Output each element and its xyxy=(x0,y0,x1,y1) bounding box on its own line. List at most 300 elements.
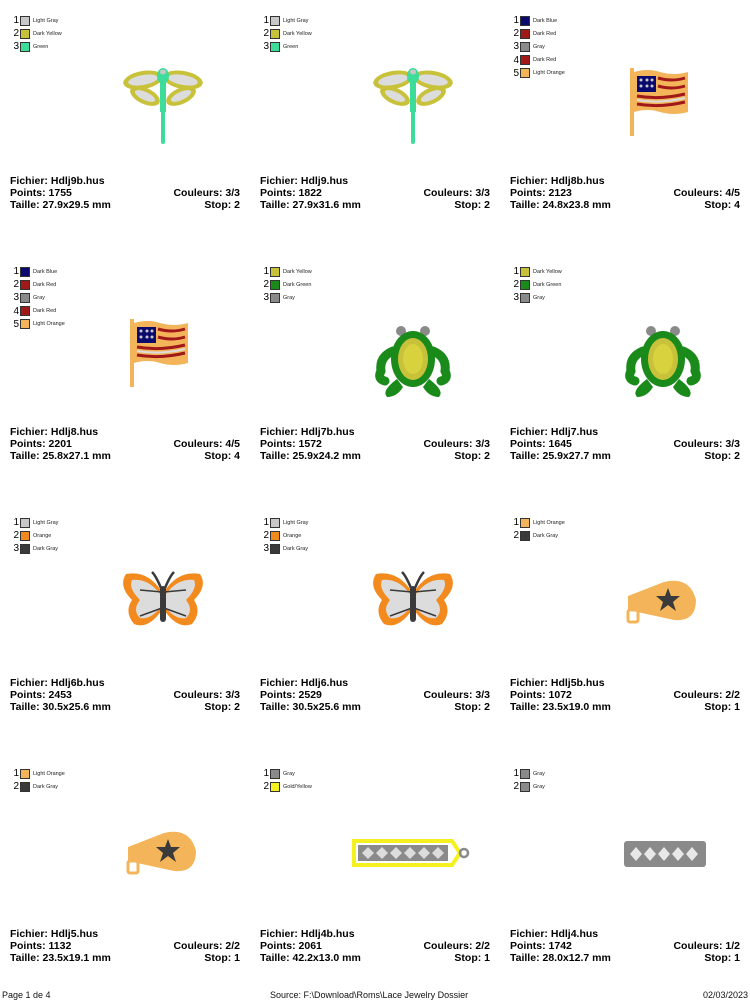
thread-number: 1 xyxy=(13,15,19,27)
stops-label: Stop: xyxy=(204,952,232,964)
thread-row xyxy=(262,265,312,278)
thread-legend xyxy=(262,516,308,556)
thread-row xyxy=(262,542,308,555)
thread-name: Light Orange xyxy=(33,321,65,328)
thread-row xyxy=(262,14,312,27)
butterfly-design-image xyxy=(118,568,208,642)
colors-value: 3/3 xyxy=(475,438,490,450)
stops-label: Stop: xyxy=(704,199,732,211)
size-label: Taille: xyxy=(260,199,290,211)
file-label: Fichier: xyxy=(510,175,548,187)
thread-name: Gray xyxy=(533,770,545,777)
thread-row xyxy=(12,542,58,555)
thread-name: Dark Yellow xyxy=(533,268,562,275)
design-card xyxy=(250,251,500,502)
thread-number: 3 xyxy=(13,292,19,304)
points-value: 2061 xyxy=(298,940,322,952)
points-label: Points: xyxy=(510,438,546,450)
design-card xyxy=(250,502,500,753)
points-value: 1645 xyxy=(548,438,572,450)
thread-name: Dark Green xyxy=(533,281,562,288)
thread-swatch xyxy=(520,42,530,52)
thread-name: Gold/Yellow xyxy=(283,783,312,790)
colors-label: Couleurs: xyxy=(673,187,723,199)
thread-row xyxy=(12,27,62,40)
thread-row xyxy=(12,14,62,27)
thread-name: Gray xyxy=(533,43,545,50)
points-value: 1132 xyxy=(48,940,72,952)
thread-swatch xyxy=(270,544,280,554)
thread-row xyxy=(512,40,565,53)
file-label: Fichier: xyxy=(510,928,548,940)
source-path: Source: F:\Download\Roms\Lace Jewelry Dossier xyxy=(270,990,469,1000)
points-value: 1755 xyxy=(48,187,72,199)
thread-swatch xyxy=(520,29,530,39)
thread-swatch xyxy=(20,319,30,329)
thread-name: Gray xyxy=(533,783,545,790)
design-card xyxy=(250,0,500,251)
thread-number: 1 xyxy=(513,768,519,780)
file-label: Fichier: xyxy=(510,426,548,438)
colors-label: Couleurs: xyxy=(173,187,223,199)
file-name: Hdlj5b.hus xyxy=(550,677,605,689)
points-value: 1822 xyxy=(298,187,322,199)
stops-label: Stop: xyxy=(704,952,732,964)
design-info xyxy=(10,677,240,713)
thread-name: Dark Blue xyxy=(33,268,58,275)
stops-label: Stop: xyxy=(704,701,732,713)
colors-value: 3/3 xyxy=(475,689,490,701)
stops-label: Stop: xyxy=(204,199,232,211)
thread-number: 1 xyxy=(263,517,269,529)
thread-row xyxy=(262,780,312,793)
stops-label: Stop: xyxy=(454,701,482,713)
thread-swatch xyxy=(270,531,280,541)
thread-swatch xyxy=(20,267,30,277)
points-label: Points: xyxy=(510,187,546,199)
thread-name: Light Gray xyxy=(283,519,309,526)
size-value: 25.9x24.2 mm xyxy=(292,450,361,462)
thread-row xyxy=(512,67,565,80)
file-label: Fichier: xyxy=(10,928,48,940)
thread-row xyxy=(512,767,545,780)
thread-row xyxy=(512,529,565,542)
colors-label: Couleurs: xyxy=(173,689,223,701)
thread-name: Light Gray xyxy=(283,17,309,24)
colors-value: 2/2 xyxy=(225,940,240,952)
thread-swatch xyxy=(270,42,280,52)
thread-name: Dark Green xyxy=(283,281,312,288)
frog-design-image xyxy=(625,321,701,401)
colors-value: 3/3 xyxy=(725,438,740,450)
thread-number: 1 xyxy=(513,517,519,529)
thread-name: Gray xyxy=(283,770,295,777)
thread-name: Dark Yellow xyxy=(283,30,312,37)
thread-number: 3 xyxy=(263,543,269,555)
thread-row xyxy=(512,54,565,67)
colors-label: Couleurs: xyxy=(173,940,223,952)
stops-value: 1 xyxy=(734,952,740,964)
bar-gray-design-image xyxy=(622,837,708,871)
file-label: Fichier: xyxy=(260,175,298,187)
colors-label: Couleurs: xyxy=(423,438,473,450)
thread-row xyxy=(12,291,65,304)
thread-swatch xyxy=(20,544,30,554)
design-info xyxy=(260,426,490,462)
flag-design-image xyxy=(628,66,690,138)
thread-swatch xyxy=(20,29,30,39)
colors-value: 2/2 xyxy=(725,689,740,701)
thread-name: Light Gray xyxy=(33,17,59,24)
points-value: 1572 xyxy=(298,438,322,450)
size-value: 23.5x19.1 mm xyxy=(42,952,111,964)
file-name: Hdlj5.hus xyxy=(50,928,99,940)
thread-row xyxy=(262,529,308,542)
size-label: Taille: xyxy=(10,199,40,211)
thread-swatch xyxy=(520,68,530,78)
stops-label: Stop: xyxy=(704,450,732,462)
points-value: 1072 xyxy=(548,689,572,701)
size-value: 25.8x27.1 mm xyxy=(42,450,111,462)
thread-number: 3 xyxy=(513,292,519,304)
size-value: 30.5x25.6 mm xyxy=(292,701,361,713)
colors-label: Couleurs: xyxy=(673,438,723,450)
file-name: Hdlj7.hus xyxy=(550,426,599,438)
thread-row xyxy=(512,516,565,529)
thread-number: 5 xyxy=(13,318,19,330)
thread-number: 3 xyxy=(263,292,269,304)
thread-swatch xyxy=(520,280,530,290)
size-label: Taille: xyxy=(260,701,290,713)
colors-value: 1/2 xyxy=(725,940,740,952)
file-label: Fichier: xyxy=(10,175,48,187)
thread-name: Dark Red xyxy=(533,30,557,37)
points-label: Points: xyxy=(510,940,546,952)
size-label: Taille: xyxy=(260,952,290,964)
colors-label: Couleurs: xyxy=(673,940,723,952)
thread-row xyxy=(12,40,62,53)
thread-number: 3 xyxy=(13,543,19,555)
thread-swatch xyxy=(270,280,280,290)
stops-value: 4 xyxy=(234,450,240,462)
thread-number: 1 xyxy=(13,266,19,278)
size-label: Taille: xyxy=(10,450,40,462)
stops-value: 1 xyxy=(234,952,240,964)
frog-design-image xyxy=(375,321,451,401)
thread-name: Gray xyxy=(533,294,545,301)
size-label: Taille: xyxy=(510,450,540,462)
colors-label: Couleurs: xyxy=(423,940,473,952)
colors-label: Couleurs: xyxy=(673,689,723,701)
size-value: 24.8x23.8 mm xyxy=(542,199,611,211)
stops-value: 2 xyxy=(484,450,490,462)
design-card xyxy=(0,753,250,1004)
thread-name: Dark Gray xyxy=(33,545,59,552)
points-label: Points: xyxy=(10,187,46,199)
file-name: Hdlj6.hus xyxy=(300,677,349,689)
thread-swatch xyxy=(20,769,30,779)
thread-number: 1 xyxy=(513,15,519,27)
design-info xyxy=(260,175,490,211)
file-label: Fichier: xyxy=(260,928,298,940)
thread-name: Dark Yellow xyxy=(283,268,312,275)
colors-label: Couleurs: xyxy=(423,187,473,199)
size-value: 28.0x12.7 mm xyxy=(542,952,611,964)
thread-name: Dark Yellow xyxy=(33,30,62,37)
thread-row xyxy=(512,27,565,40)
thread-name: Orange xyxy=(283,532,302,539)
thread-row xyxy=(512,278,562,291)
thread-swatch xyxy=(270,29,280,39)
thread-number: 3 xyxy=(513,41,519,53)
thread-name: Dark Blue xyxy=(533,17,558,24)
thread-swatch xyxy=(20,42,30,52)
points-value: 2201 xyxy=(48,438,72,450)
thread-row xyxy=(512,265,562,278)
design-card xyxy=(500,753,750,1004)
thread-row xyxy=(512,291,562,304)
thread-swatch xyxy=(20,16,30,26)
thread-swatch xyxy=(520,531,530,541)
thread-row xyxy=(12,265,65,278)
stops-value: 4 xyxy=(734,199,740,211)
file-name: Hdlj4b.hus xyxy=(300,928,355,940)
colors-value: 4/5 xyxy=(225,438,240,450)
thread-legend xyxy=(12,14,62,54)
design-info xyxy=(510,426,740,462)
thread-swatch xyxy=(20,280,30,290)
thread-legend xyxy=(12,516,58,556)
file-label: Fichier: xyxy=(10,426,48,438)
thread-number: 1 xyxy=(513,266,519,278)
thread-legend xyxy=(512,14,565,80)
megaphone-design-image xyxy=(124,825,200,883)
thread-row xyxy=(262,516,308,529)
stops-label: Stop: xyxy=(454,450,482,462)
size-value: 27.9x29.5 mm xyxy=(42,199,111,211)
colors-label: Couleurs: xyxy=(173,438,223,450)
points-label: Points: xyxy=(10,940,46,952)
thread-swatch xyxy=(20,782,30,792)
design-card xyxy=(250,753,500,1004)
size-label: Taille: xyxy=(510,199,540,211)
thread-name: Light Orange xyxy=(533,519,565,526)
thread-row xyxy=(262,291,312,304)
thread-swatch xyxy=(520,16,530,26)
thread-number: 2 xyxy=(263,530,269,542)
points-label: Points: xyxy=(260,689,296,701)
file-label: Fichier: xyxy=(10,677,48,689)
thread-number: 1 xyxy=(263,266,269,278)
thread-name: Dark Red xyxy=(33,308,57,315)
thread-name: Light Gray xyxy=(33,519,59,526)
thread-row xyxy=(262,767,312,780)
thread-number: 2 xyxy=(263,279,269,291)
design-info xyxy=(10,175,240,211)
size-value: 27.9x31.6 mm xyxy=(292,199,361,211)
size-label: Taille: xyxy=(10,701,40,713)
stops-value: 2 xyxy=(234,701,240,713)
thread-row xyxy=(12,318,65,331)
colors-value: 3/3 xyxy=(225,187,240,199)
thread-name: Orange xyxy=(33,532,52,539)
thread-number: 1 xyxy=(13,768,19,780)
size-value: 30.5x25.6 mm xyxy=(42,701,111,713)
thread-number: 2 xyxy=(13,781,19,793)
stops-label: Stop: xyxy=(204,701,232,713)
thread-name: Dark Red xyxy=(33,281,57,288)
thread-swatch xyxy=(20,531,30,541)
thread-name: Light Orange xyxy=(33,770,65,777)
thread-name: Green xyxy=(33,43,49,50)
thread-number: 2 xyxy=(13,279,19,291)
points-label: Points: xyxy=(260,438,296,450)
size-label: Taille: xyxy=(510,952,540,964)
thread-legend xyxy=(262,14,312,54)
flag-design-image xyxy=(128,317,190,389)
file-label: Fichier: xyxy=(260,426,298,438)
size-value: 23.5x19.0 mm xyxy=(542,701,611,713)
thread-swatch xyxy=(520,293,530,303)
thread-swatch xyxy=(520,55,530,65)
thread-legend xyxy=(512,516,565,542)
file-name: Hdlj9b.hus xyxy=(50,175,105,187)
size-label: Taille: xyxy=(260,450,290,462)
colors-value: 3/3 xyxy=(475,187,490,199)
thread-row xyxy=(12,780,65,793)
thread-name: Gray xyxy=(33,294,45,301)
thread-number: 4 xyxy=(513,54,519,66)
thread-number: 2 xyxy=(513,28,519,40)
design-info xyxy=(10,928,240,964)
size-value: 42.2x13.0 mm xyxy=(292,952,361,964)
thread-swatch xyxy=(20,306,30,316)
thread-name: Dark Gray xyxy=(533,532,559,539)
thread-number: 2 xyxy=(513,781,519,793)
thread-number: 1 xyxy=(263,15,269,27)
colors-label: Couleurs: xyxy=(423,689,473,701)
design-info xyxy=(10,426,240,462)
thread-row xyxy=(12,305,65,318)
colors-value: 3/3 xyxy=(225,689,240,701)
thread-number: 2 xyxy=(513,530,519,542)
page-footer xyxy=(0,990,750,1003)
thread-row xyxy=(12,767,65,780)
thread-number: 2 xyxy=(13,28,19,40)
thread-name: Green xyxy=(283,43,299,50)
thread-legend xyxy=(512,767,545,793)
points-label: Points: xyxy=(260,940,296,952)
thread-swatch xyxy=(520,267,530,277)
stops-label: Stop: xyxy=(204,450,232,462)
stops-value: 1 xyxy=(484,952,490,964)
stops-value: 2 xyxy=(484,701,490,713)
thread-swatch xyxy=(20,518,30,528)
bar-yellow-design-image xyxy=(352,835,470,871)
thread-row xyxy=(12,278,65,291)
print-date: 02/03/2023 xyxy=(702,990,748,1000)
size-label: Taille: xyxy=(510,701,540,713)
megaphone-design-image xyxy=(624,574,700,632)
file-label: Fichier: xyxy=(510,677,548,689)
dragonfly-design-image xyxy=(122,58,204,146)
design-card xyxy=(500,0,750,251)
points-value: 2453 xyxy=(48,689,72,701)
design-info xyxy=(260,677,490,713)
thread-name: Dark Red xyxy=(533,57,557,64)
dragonfly-design-image xyxy=(372,58,454,146)
thread-legend xyxy=(262,767,312,793)
thread-row xyxy=(262,40,312,53)
thread-swatch xyxy=(520,769,530,779)
thread-number: 1 xyxy=(263,768,269,780)
thread-number: 2 xyxy=(513,279,519,291)
thread-number: 3 xyxy=(263,41,269,53)
thread-legend xyxy=(262,265,312,305)
page-number: Page 1 de 4 xyxy=(2,990,51,1000)
thread-name: Dark Gray xyxy=(283,545,309,552)
stops-value: 2 xyxy=(484,199,490,211)
file-name: Hdlj7b.hus xyxy=(300,426,355,438)
thread-number: 2 xyxy=(263,28,269,40)
thread-row xyxy=(262,278,312,291)
size-label: Taille: xyxy=(10,952,40,964)
thread-swatch xyxy=(270,518,280,528)
size-value: 25.9x27.7 mm xyxy=(542,450,611,462)
design-info xyxy=(260,928,490,964)
points-value: 2123 xyxy=(548,187,572,199)
thread-row xyxy=(12,529,58,542)
points-label: Points: xyxy=(510,689,546,701)
design-card xyxy=(500,251,750,502)
colors-value: 2/2 xyxy=(475,940,490,952)
design-info xyxy=(510,175,740,211)
stops-label: Stop: xyxy=(454,952,482,964)
stops-value: 2 xyxy=(734,450,740,462)
thread-legend xyxy=(12,767,65,793)
file-name: Hdlj4.hus xyxy=(550,928,599,940)
thread-number: 1 xyxy=(13,517,19,529)
points-value: 2529 xyxy=(298,689,322,701)
points-label: Points: xyxy=(260,187,296,199)
butterfly-design-image xyxy=(368,568,458,642)
thread-number: 2 xyxy=(263,781,269,793)
thread-number: 4 xyxy=(13,305,19,317)
thread-number: 2 xyxy=(13,530,19,542)
thread-number: 5 xyxy=(513,67,519,79)
points-value: 1742 xyxy=(548,940,572,952)
file-name: Hdlj8b.hus xyxy=(550,175,605,187)
colors-value: 4/5 xyxy=(725,187,740,199)
file-name: Hdlj6b.hus xyxy=(50,677,105,689)
thread-swatch xyxy=(270,267,280,277)
design-info xyxy=(510,677,740,713)
thread-name: Dark Gray xyxy=(33,783,59,790)
stops-value: 2 xyxy=(234,199,240,211)
thread-swatch xyxy=(270,782,280,792)
thread-row xyxy=(512,14,565,27)
thread-legend xyxy=(12,265,65,331)
design-card xyxy=(0,251,250,502)
points-label: Points: xyxy=(10,438,46,450)
thread-swatch xyxy=(270,16,280,26)
design-card xyxy=(0,0,250,251)
points-label: Points: xyxy=(10,689,46,701)
thread-swatch xyxy=(270,769,280,779)
thread-swatch xyxy=(20,293,30,303)
thread-name: Light Orange xyxy=(533,70,565,77)
thread-swatch xyxy=(520,782,530,792)
